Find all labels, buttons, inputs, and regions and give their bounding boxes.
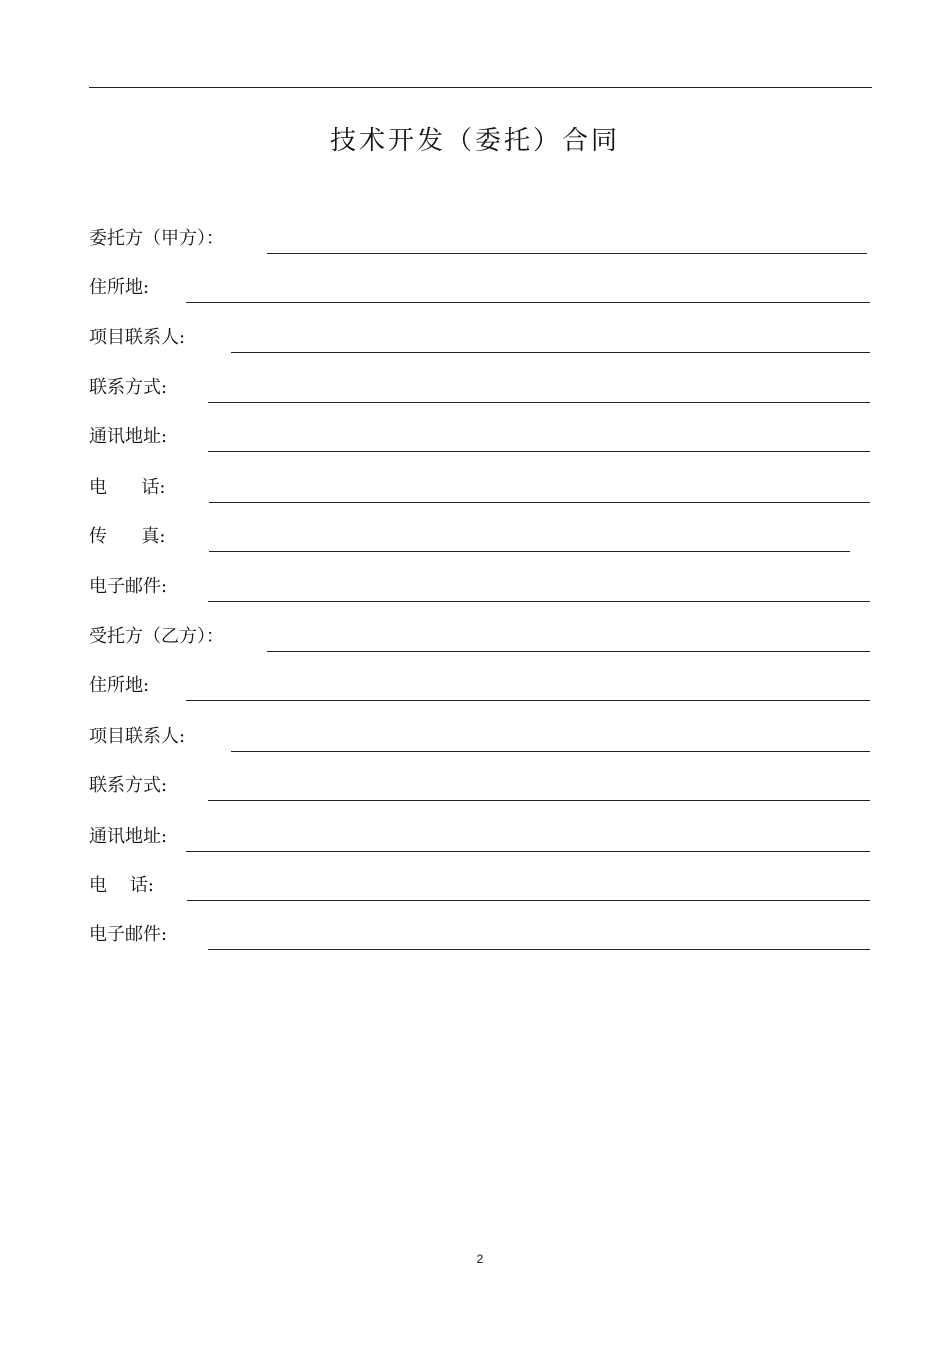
party-b-email-label: 电子邮件: [89,924,168,945]
party-b-address-label: 住所地: [89,675,150,696]
party-b-contact-person-field[interactable] [89,722,871,752]
party-a-address-field[interactable] [89,273,871,303]
party-a-phone-field[interactable] [89,473,871,503]
party-a-fax-blank[interactable] [209,551,850,552]
party-b-contact-person-label: 项目联系人: [89,726,186,747]
party-b-phone-blank[interactable] [187,900,870,901]
party-a-email-blank[interactable] [208,601,870,602]
party-b-contact-person-blank[interactable] [231,751,870,752]
party-b-phone-label: 电 话: [89,875,154,896]
party-a-email-label: 电子邮件: [89,576,168,597]
party-b-mailing-address-label: 通讯地址: [89,826,168,847]
party-b-email-blank[interactable] [208,949,870,950]
party-a-contact-person-field[interactable] [89,323,871,353]
party-b-contact-method-field[interactable] [89,771,871,801]
party-b-mailing-address-blank[interactable] [186,851,870,852]
party-a-contact-method-blank[interactable] [208,402,870,403]
party-a-fax-field[interactable] [89,522,851,552]
party-b-email-field[interactable] [89,920,871,950]
party-a-phone-blank[interactable] [209,502,870,503]
party-a-name-field[interactable] [89,224,869,254]
party-b-mailing-address-field[interactable] [89,822,871,852]
party-a-name-blank[interactable] [267,253,867,254]
party-a-label: 委托方（甲方）： [89,228,224,249]
party-a-phone-label: 电 话: [89,477,166,498]
party-a-address-label: 住所地: [89,277,150,298]
party-a-mailing-address-field[interactable] [89,422,871,452]
party-a-mailing-address-label: 通讯地址: [89,426,168,447]
party-b-label: 受托方（乙方）： [89,626,224,647]
page-number: 2 [476,1252,484,1266]
party-a-contact-method-label: 联系方式: [89,377,168,398]
party-a-contact-method-field[interactable] [89,373,871,403]
party-b-name-blank[interactable] [267,651,870,652]
party-a-contact-person-blank[interactable] [231,352,870,353]
party-b-contact-method-label: 联系方式: [89,775,168,796]
party-b-address-blank[interactable] [186,700,870,701]
party-a-address-blank[interactable] [186,302,870,303]
header-rule [89,87,872,88]
party-b-contact-method-blank[interactable] [208,800,870,801]
party-a-mailing-address-blank[interactable] [208,451,870,452]
party-b-address-field[interactable] [89,671,871,701]
party-b-phone-field[interactable] [89,871,871,901]
contract-title: 技术开发（委托）合同 [329,126,620,156]
party-a-email-field[interactable] [89,572,871,602]
party-b-name-field[interactable] [89,622,871,652]
party-a-contact-person-label: 项目联系人: [89,327,186,348]
party-a-fax-label: 传 真: [89,526,166,547]
